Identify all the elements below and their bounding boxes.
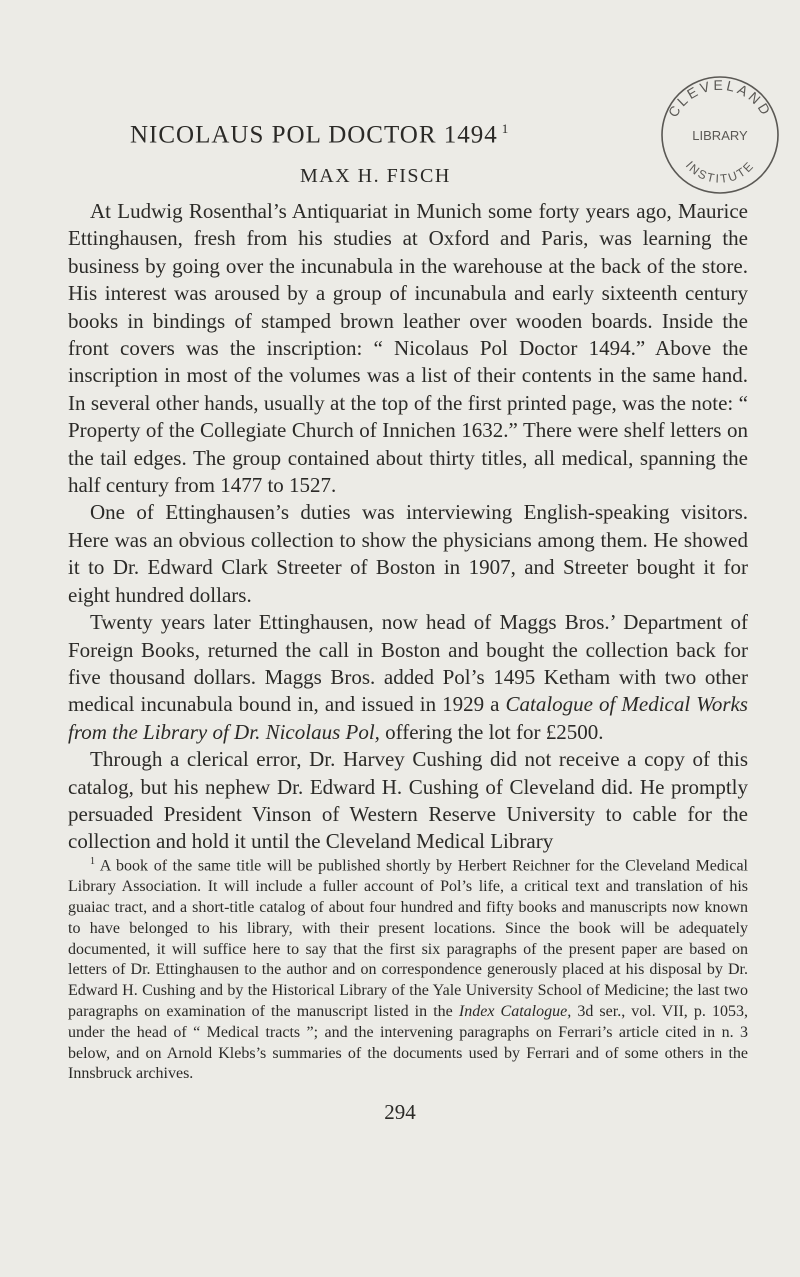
- title-footnote-marker: 1: [501, 121, 510, 136]
- stamp-bottom-text: INSTITUTE: [682, 158, 758, 186]
- paragraph-2: One of Ettinghausen’s duties was interviewing English-speaking visitors. Here was an obvious collection to show the physicians among them. He showed it to Dr. Edward Clark Streeter of Boston in 1907, and Streeter bought it for eight hundred dollars.: [68, 500, 748, 607]
- index-catalogue-title: Index Catalogue,: [458, 1002, 572, 1020]
- footnote-1: $^1$ A book of the same title will be published shortly by Herbert Reichner for the Cleveland Medical Library Association. It will include a fuller account of Pol’s life, a critical text and translation of his guaiac tract, and a short-title catalog of about four hundred and fifty books and manuscripts now known to have belonged to his library, with their present locations. Since the book will be adequately documented, it will suffice here to say that the first six paragraphs of the present paper are based on letters of Dr. Ettinghausen to the author and on correspondence generously placed at his disposal by Dr. Edward H. Cushing and by the Historical Library of the Yale University School of Medicine; the last two paragraphs on examination of the manuscript listed in the Index Catalogue, 3d ser., vol. VII, p. 1053, under the head of “ Medical tracts ”; and the intervening paragraphs on Ferrari’s article cited in n. 3 below, and on Arnold Klebs’s summaries of the documents used by Ferrari and of some others in the Innsbruck archives.: [68, 856, 748, 1083]
- page-number: 294: [384, 1100, 416, 1124]
- author-name: MAX H. FISCH: [300, 165, 451, 187]
- paragraph-4: Through a clerical error, Dr. Harvey Cushing did not receive a copy of this catalog, but his nephew Dr. Edward H. Cushing of Cleveland did. He promptly persuaded President Vinson of Western Reserve University to cable for the collection and hold it until the Cleveland Medical Library: [68, 747, 748, 854]
- stamp-middle-text: LIBRARY: [692, 128, 748, 143]
- footnote-marker: 1: [90, 856, 95, 867]
- article-body: [68, 198, 748, 856]
- catalogue-title: Catalogue of Medical Works from the Library of Dr. Nicolaus Pol,: [68, 692, 748, 744]
- article-title: NICOLAUS POL DOCTOR 1494 $^1$: [130, 121, 510, 149]
- library-stamp: [655, 70, 785, 200]
- paragraph-1: At Ludwig Rosenthal’s Antiquariat in Munich some forty years ago, Maurice Ettinghausen, fresh from his studies at Oxford and Paris, was learning the business by going over the incunabula in the warehouse at the back of the store. His interest was aroused by a group of incunabula and early sixteenth century books in bindings of stamped brown leather over wooden boards. Inside the front covers was the inscription: “ Nicolaus Pol Doctor 1494.” Above the inscription in most of the volumes was a list of their contents in the same hand. In several other hands, usually at the top of the first printed page, was the note: “ Property of the Collegiate Church of Innichen 1632.” There were shelf letters on the tail edges. The group contained about thirty titles, all medical, spanning the half century from 1477 to 1527.: [68, 199, 748, 498]
- paragraph-3: Twenty years later Ettinghausen, now head of Maggs Bros.’ Department of Foreign Books, returned the call in Boston and bought the collection back for five thousand dollars. Maggs Bros. added Pol’s 1495 Ketham with two other medical incunabula bound in, and issued in 1929 a Catalogue of Medical Works from the Library of Dr. Nicolaus Pol, offering the lot for £2500.: [68, 610, 748, 744]
- stamp-top-text: CLEVELAND: [664, 76, 776, 120]
